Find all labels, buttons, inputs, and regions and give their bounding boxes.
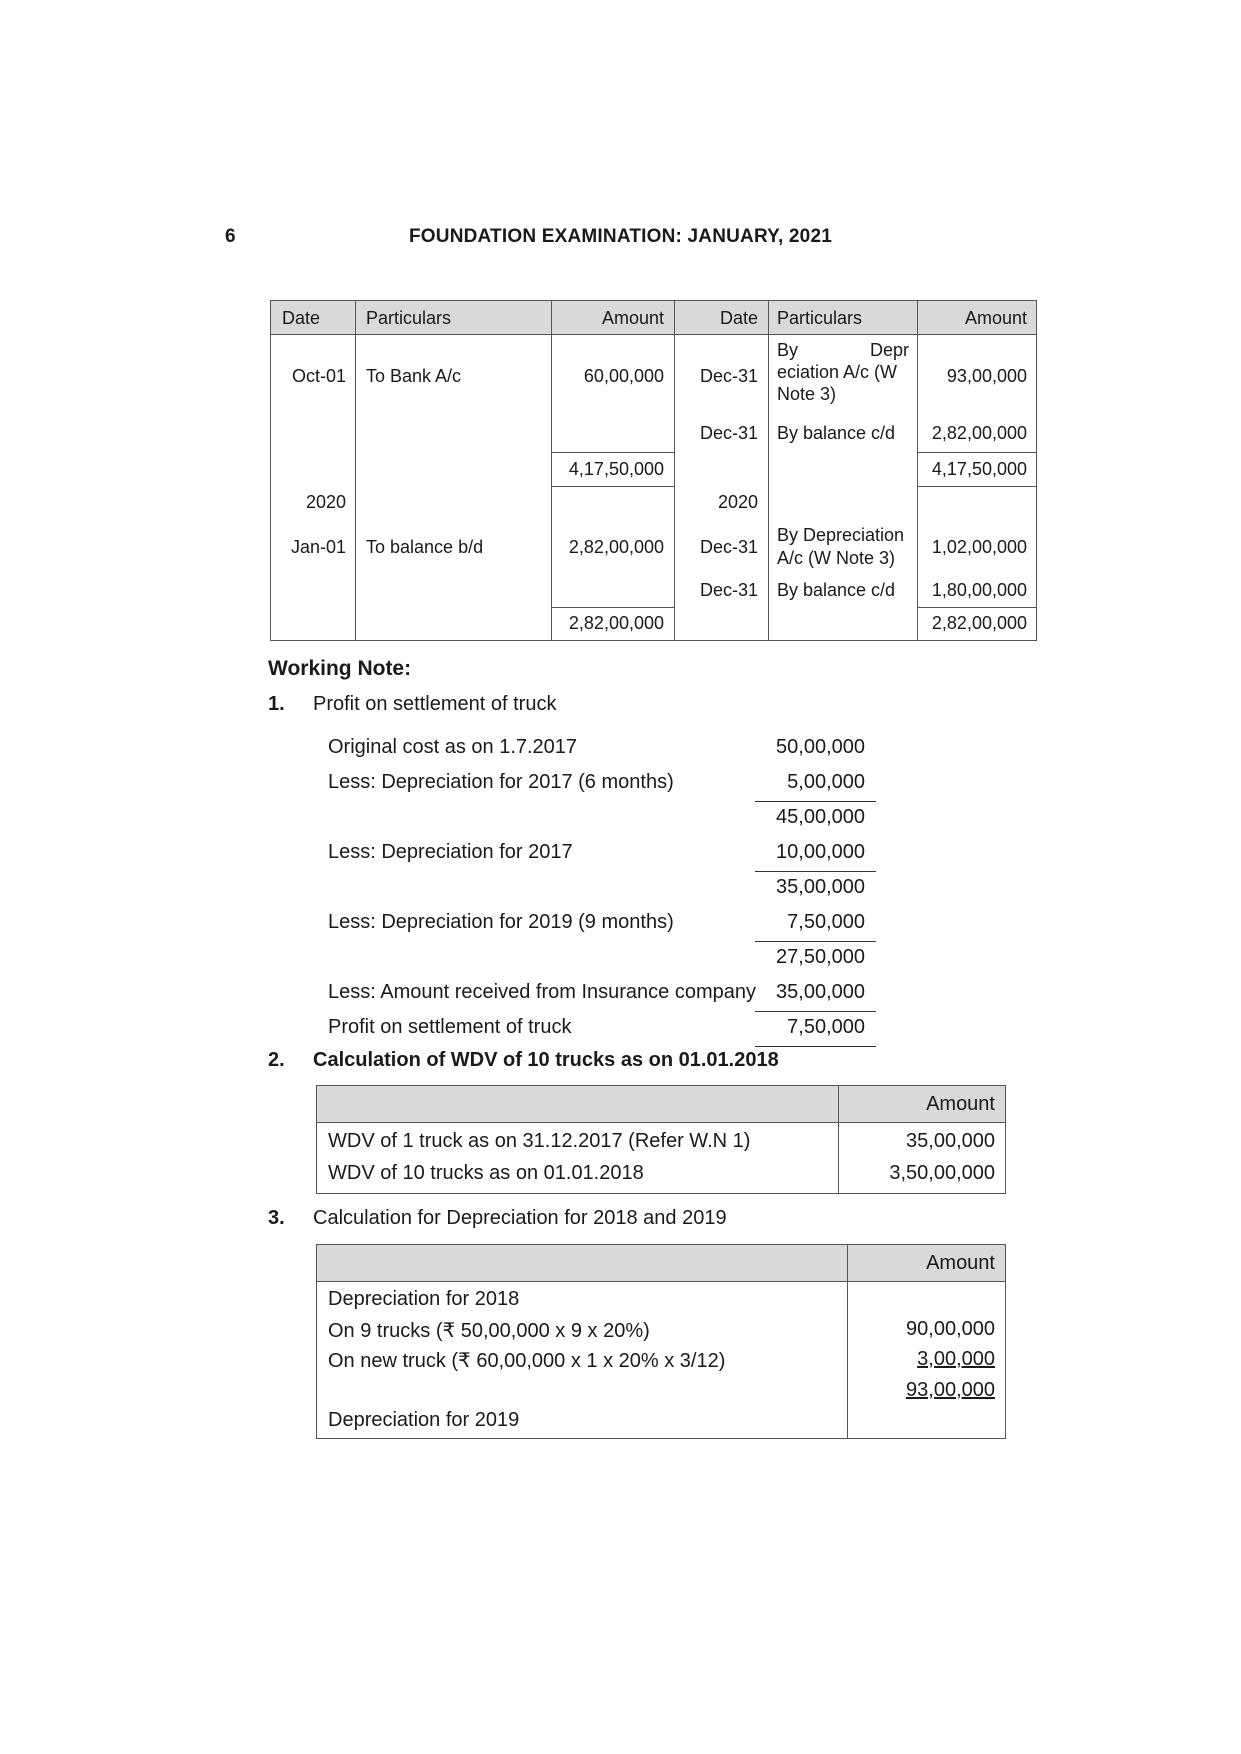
amount-header: Amount: [926, 1252, 995, 1274]
ledger-date: Dec-31: [699, 366, 758, 386]
ledger-amount: 1,02,00,000: [931, 537, 1027, 557]
ledger-rule: [918, 452, 1037, 453]
ledger-particulars: By balance c/d: [777, 423, 896, 443]
wdv-row-label: WDV of 1 truck as on 31.12.2017 (Refer W.N 1): [328, 1130, 751, 1152]
header-date-dr: Date: [282, 308, 321, 328]
calc-label: Less: Amount received from Insurance company: [328, 981, 756, 1003]
dep-row-amount: 3,00,000: [917, 1348, 995, 1370]
calc-value: 7,50,000: [787, 1016, 865, 1038]
note-number: 1.: [268, 693, 285, 715]
calc-value: 5,00,000: [787, 771, 865, 793]
ledger-total: 4,17,50,000: [931, 459, 1027, 479]
dep-row-label: On 9 trucks (₹ 50,00,000 x 9 x 20%): [328, 1320, 650, 1342]
calc-label: Less: Depreciation for 2017: [328, 841, 573, 863]
ledger-date: Dec-31: [699, 423, 758, 443]
ledger-particulars: By balance c/d: [777, 580, 896, 600]
ledger-total: 4,17,50,000: [568, 459, 664, 479]
page-number: 6: [225, 226, 236, 247]
ledger-rule: [552, 607, 675, 608]
wdv-row-amount: 3,50,00,000: [889, 1162, 995, 1184]
ledger-particulars: By Depreciation: [777, 525, 905, 545]
calc-rule: [755, 801, 876, 802]
working-note-title: Working Note:: [268, 657, 412, 680]
calc-value: 10,00,000: [776, 841, 865, 863]
wdv-table: [316, 1085, 1006, 1194]
ledger-col-particulars-dr: [356, 301, 552, 640]
header-particulars-dr: Particulars: [366, 308, 452, 328]
note-heading: Profit on settlement of truck: [313, 693, 557, 715]
running-header: FOUNDATION EXAMINATION: JANUARY, 2021: [409, 226, 832, 247]
calc-value: 35,00,000: [776, 876, 865, 898]
calc-rule: [755, 1046, 876, 1047]
ledger-year: 2020: [305, 492, 346, 512]
calc-value: 50,00,000: [776, 736, 865, 758]
calc-value: 45,00,000: [776, 806, 865, 828]
header-date-cr: Date: [719, 308, 758, 328]
header-particulars-cr: Particulars: [777, 308, 863, 328]
calc-label: Less: Depreciation for 2017 (6 months): [328, 771, 674, 793]
ledger-table: [270, 300, 1037, 641]
ledger-particulars: Depr: [870, 340, 910, 360]
dep-row-label: Depreciation for 2019: [328, 1409, 520, 1431]
calc-value: 35,00,000: [776, 981, 865, 1003]
ledger-amount: 2,82,00,000: [568, 537, 664, 557]
calc-rule: [755, 871, 876, 872]
wdv-row-amount: 35,00,000: [906, 1130, 995, 1152]
dep-row-amount: 90,00,000: [906, 1318, 995, 1340]
calc-value: 27,50,000: [776, 946, 865, 968]
ledger-particulars: A/c (W Note 3): [777, 548, 896, 568]
header-amount-dr: Amount: [601, 308, 664, 328]
note-heading: Calculation of WDV of 10 trucks as on 01.01.2018: [313, 1049, 779, 1071]
calc-label: Original cost as on 1.7.2017: [328, 736, 578, 758]
calc-rule: [755, 941, 876, 942]
header-amount-cr: Amount: [964, 308, 1027, 328]
calc-value: 7,50,000: [787, 911, 865, 933]
ledger-date: Jan-01: [290, 537, 346, 557]
ledger-amount: 93,00,000: [946, 366, 1027, 386]
ledger-amount: 1,80,00,000: [931, 580, 1027, 600]
ledger-year: 2020: [717, 492, 758, 512]
dep-row-label: Depreciation for 2018: [328, 1288, 520, 1310]
note-number: 2.: [268, 1049, 285, 1071]
amount-header: Amount: [926, 1093, 995, 1115]
depreciation-table: [316, 1244, 1006, 1439]
ledger-total: 2,82,00,000: [568, 613, 664, 633]
dep-row-total: 93,00,000: [906, 1379, 995, 1401]
ledger-col-date-dr: [271, 301, 356, 640]
ledger-amount: 2,82,00,000: [931, 423, 1027, 443]
ledger-total: 2,82,00,000: [931, 613, 1027, 633]
calc-label: Less: Depreciation for 2019 (9 months): [328, 911, 674, 933]
ledger-particulars: eciation A/c (W: [777, 362, 898, 382]
note-heading: Calculation for Depreciation for 2018 and 2019: [313, 1207, 727, 1229]
ledger-particulars: By: [777, 340, 799, 360]
ledger-date: Dec-31: [699, 580, 758, 600]
ledger-rule: [552, 486, 675, 487]
ledger-date: Dec-31: [699, 537, 758, 557]
calc-label: Profit on settlement of truck: [328, 1016, 572, 1038]
ledger-particulars: To balance b/d: [366, 537, 484, 557]
ledger-date: Oct-01: [291, 366, 346, 386]
ledger-particulars: Note 3): [777, 384, 837, 404]
ledger-rule: [918, 607, 1037, 608]
ledger-amount: 60,00,000: [583, 366, 664, 386]
ledger-rule: [918, 486, 1037, 487]
wdv-row-label: WDV of 10 trucks as on 01.01.2018: [328, 1162, 644, 1184]
ledger-rule: [552, 452, 675, 453]
calc-rule: [755, 1011, 876, 1012]
dep-row-label: On new truck (₹ 60,00,000 x 1 x 20% x 3/12): [328, 1350, 726, 1372]
ledger-particulars: To Bank A/c: [366, 366, 462, 386]
note-number: 3.: [268, 1207, 285, 1229]
